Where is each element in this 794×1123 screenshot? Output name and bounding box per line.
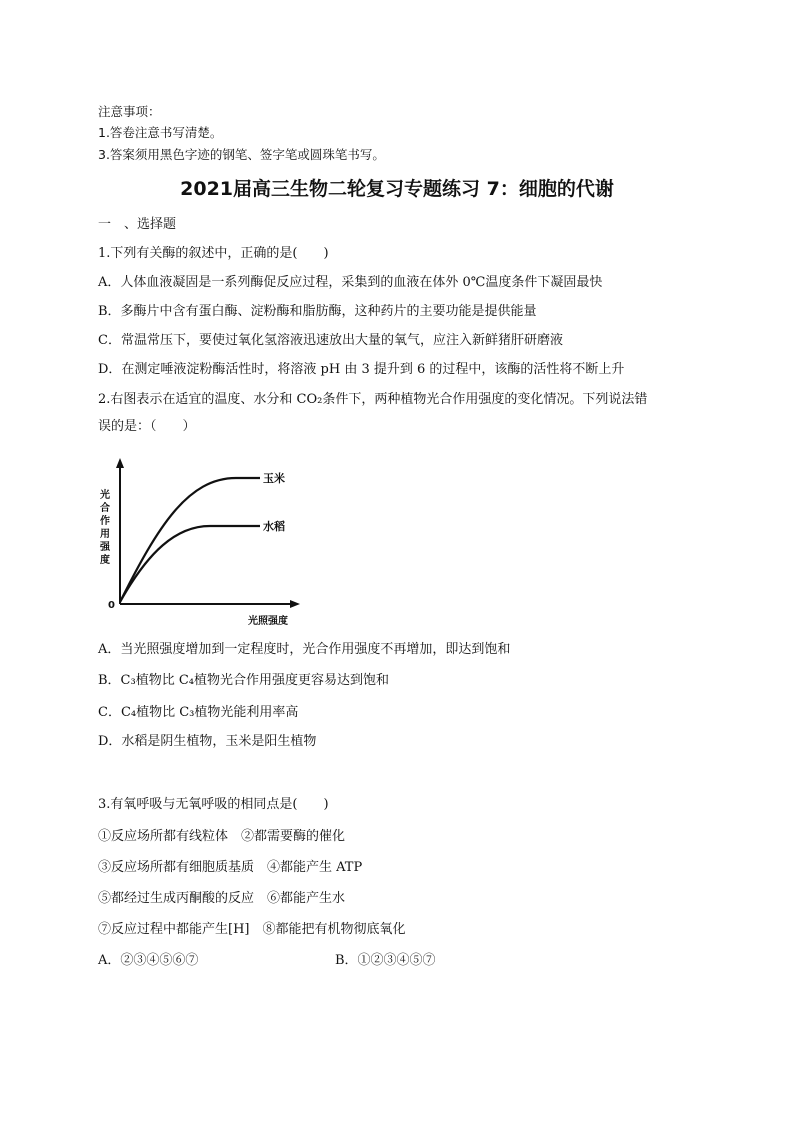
- notice-item-1: 1.答卷注意书写清楚。: [98, 125, 223, 140]
- q1-option-b: B．多酶片中含有蛋白酶、淀粉酶和脂肪酶，这种药片的主要功能是提供能量: [98, 304, 537, 319]
- q3-statements-3-4: ③反应场所都有细胞质基质 ④都能产生 ATP: [98, 860, 363, 875]
- q1-option-c: C．常温常压下，要使过氧化氢溶液迅速放出大量的氧气，应注入新鲜猪肝研磨液: [98, 333, 563, 348]
- page-title: 2021届高三生物二轮复习专题练习 7：细胞的代谢: [180, 178, 614, 200]
- y-axis-arrow: [116, 458, 124, 468]
- q3-option-b: B．①②③④⑤⑦: [335, 953, 436, 968]
- notice-item-3: 3.答案须用黑色字迹的钢笔、签字笔或圆珠笔书写。: [98, 147, 385, 162]
- q3-statements-1-2: ①反应场所都有线粒体 ②都需要酶的催化: [98, 829, 346, 844]
- x-axis-label: 光照强度: [248, 616, 288, 627]
- q3-statements-5-6: ⑤都经过生成丙酮酸的反应 ⑥都能产生水: [98, 891, 346, 906]
- q2-option-c: C．C₄植物比 C₃植物光能利用率高: [98, 705, 299, 720]
- q3-stem: 3.有氧呼吸与无氧呼吸的相同点是( ): [98, 797, 329, 812]
- origin-label: 0: [108, 600, 115, 611]
- q2-option-d: D．水稻是阴生植物，玉米是阳生植物: [98, 734, 317, 749]
- q3-option-a: A．②③④⑤⑥⑦: [98, 953, 199, 968]
- section-heading: 一 、选择题: [98, 217, 177, 232]
- y-axis-label: 光合作用强度: [100, 490, 110, 566]
- notice-heading: 注意事项：: [98, 104, 161, 119]
- q2-stem-line-2: 误的是：（ ）: [98, 419, 196, 434]
- curve-label-rice: 水稻: [263, 520, 285, 533]
- q1-option-d: D．在测定唾液淀粉酶活性时，将溶液 pH 由 3 提升到 6 的过程中，该酶的活性将不断上升: [98, 362, 625, 377]
- q3-statements-7-8: ⑦反应过程中都能产生[H] ⑧都能把有机物彻底氧化: [98, 922, 406, 937]
- photosynthesis-graph: [98, 456, 328, 632]
- q1-stem: 1.下列有关酶的叙述中，正确的是( ): [98, 246, 329, 261]
- q2-option-a: A．当光照强度增加到一定程度时，光合作用强度不再增加，即达到饱和: [98, 642, 511, 657]
- curve-corn: [120, 478, 260, 602]
- curve-label-corn: 玉米: [263, 472, 285, 485]
- x-axis-arrow: [290, 600, 300, 608]
- q2-stem-line-1: 2.右图表示在适宜的温度、水分和 CO₂条件下，两种植物光合作用强度的变化情况。下列说法错: [98, 392, 648, 407]
- q2-option-b: B．C₃植物比 C₄植物光合作用强度更容易达到饱和: [98, 673, 390, 688]
- q1-option-a: A．人体血液凝固是一系列酶促反应过程，采集到的血液在体外 0℃温度条件下凝固最快: [98, 275, 603, 290]
